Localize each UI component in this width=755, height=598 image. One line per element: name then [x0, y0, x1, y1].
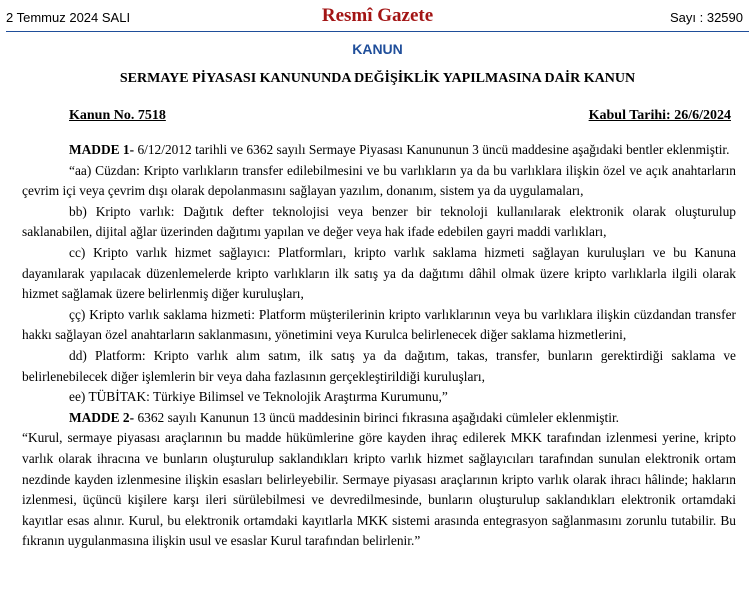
definition-bb: bb) Kripto varlık: Dağıtık defter teknolojisi veya benzer bir teknoloji kullanılarak elektronik olarak oluşturulup saklanabilen, dijital ağlar üzerinden dağıtımı yapılan ve değer veya hak ifade edebilen gayri maddi varlıkları,	[22, 203, 736, 240]
header-date: 2 Temmuz 2024 SALI	[6, 10, 131, 25]
article-label: MADDE 1-	[69, 142, 135, 157]
definition-dd: dd) Platform: Kripto varlık alım satım, ilk satış ya da dağıtım, takas, transfer, bunların gerektirdiği saklama ve belirlenebilecek diğer işlemlerin bir veya daha fazlasının gerçekleştirildiği kuruluşları,	[22, 347, 736, 384]
paragraph-text: 6362 sayılı Kanunun 13 üncü maddesinin birinci fıkrasına aşağıdaki cümleler eklenmiştir.	[134, 409, 620, 425]
law-body	[22, 140, 736, 552]
article-1-paragraph	[22, 140, 736, 161]
definition-cc-cedilla: çç) Kripto varlık saklama hizmeti: Platform müşterilerinin kripto varlıklarının veya bu varlıklara ilişkin cüzdandan transfer hakkı sağlayan özel anahtarların saklanmasını, yönetimini veya Kurulca belirlenecek diğer saklama hizmetlerini,	[22, 306, 736, 343]
gazette-title: Resmî Gazete	[321, 5, 434, 26]
header-divider	[6, 31, 749, 32]
definition-ee: ee) TÜBİTAK: Türkiye Bilimsel ve Teknolojik Araştırma Kurumunu,”	[69, 389, 448, 405]
paragraph-text: 6/12/2012 tarihli ve 6362 sayılı Sermaye Piyasası Kanununun 3 üncü maddesine aşağıdaki bentler eklenmiştir.	[134, 142, 730, 157]
acceptance-date: Kabul Tarihi: 26/6/2024	[588, 108, 731, 123]
definition-cc: cc) Kripto varlık hizmet sağlayıcı: Platformları, kripto varlık saklama hizmeti sağlayan kuruluşları ve bu Kanuna dayanılarak yapılacak düzenlemelerde kripto varlıkların ilk satış ya da dağıtımı dâhil olmak üzere kripto varlıklarla ilgili olarak hizmet sağlamak üzere belirlenmiş diğer kuruluşları,	[22, 244, 736, 302]
article-2-paragraph	[22, 408, 736, 429]
section-heading: KANUN	[352, 41, 403, 57]
law-number: Kanun No. 7518	[69, 108, 166, 123]
law-title: SERMAYE PİYASASI KANUNUNDA DEĞİŞİKLİK YAPILMASINA DAİR KANUN	[119, 71, 636, 86]
article-label: MADDE 2-	[69, 409, 135, 425]
issue-number: Sayı : 32590	[670, 10, 743, 25]
definition-aa: “aa) Cüzdan: Kripto varlıkların transfer edilebilmesini ve bu varlıkların ya da bu varlıklara ilişkin özel ve açık anahtarların çevrim içi veya çevrim dışı olarak depolanmasını sağlayan yazılım, donanım, sistem ya da uygulamaları,	[22, 162, 736, 199]
article-2-added-sentences: “Kurul, sermaye piyasası araçlarının bu madde hükümlerine göre kayden ihraç edilerek MKK tarafından izlenmesi yerine, kripto varlık olarak ihracına ve bunların oluşturulup saklandıkları kripto varlık hizmet sağlayıcıları tarafından sunulan elektronik ortam nezdinde kayden izlenmesine ilişkin esasları belirleyebilir. Sermaye piyasası araçlarının kripto varlık olarak ihracı hâlinde; hakların izlenmesi, üçüncü kişilere karşı ileri sürülebilmesi ve devredilmesinde, bunların oluşturulup saklandıkları elektronik ortamdaki kayıtlar esas alınır. Kurul, bu elektronik ortamdaki kayıtlarla MKK sistemi arasında entegrasyon sağlanmasını zorunlu tutabilir. Bu fıkranın uygulanmasına ilişkin usul ve esaslar Kurul tarafından belirlenir.”	[22, 430, 736, 549]
gazette-header	[0, 0, 755, 34]
